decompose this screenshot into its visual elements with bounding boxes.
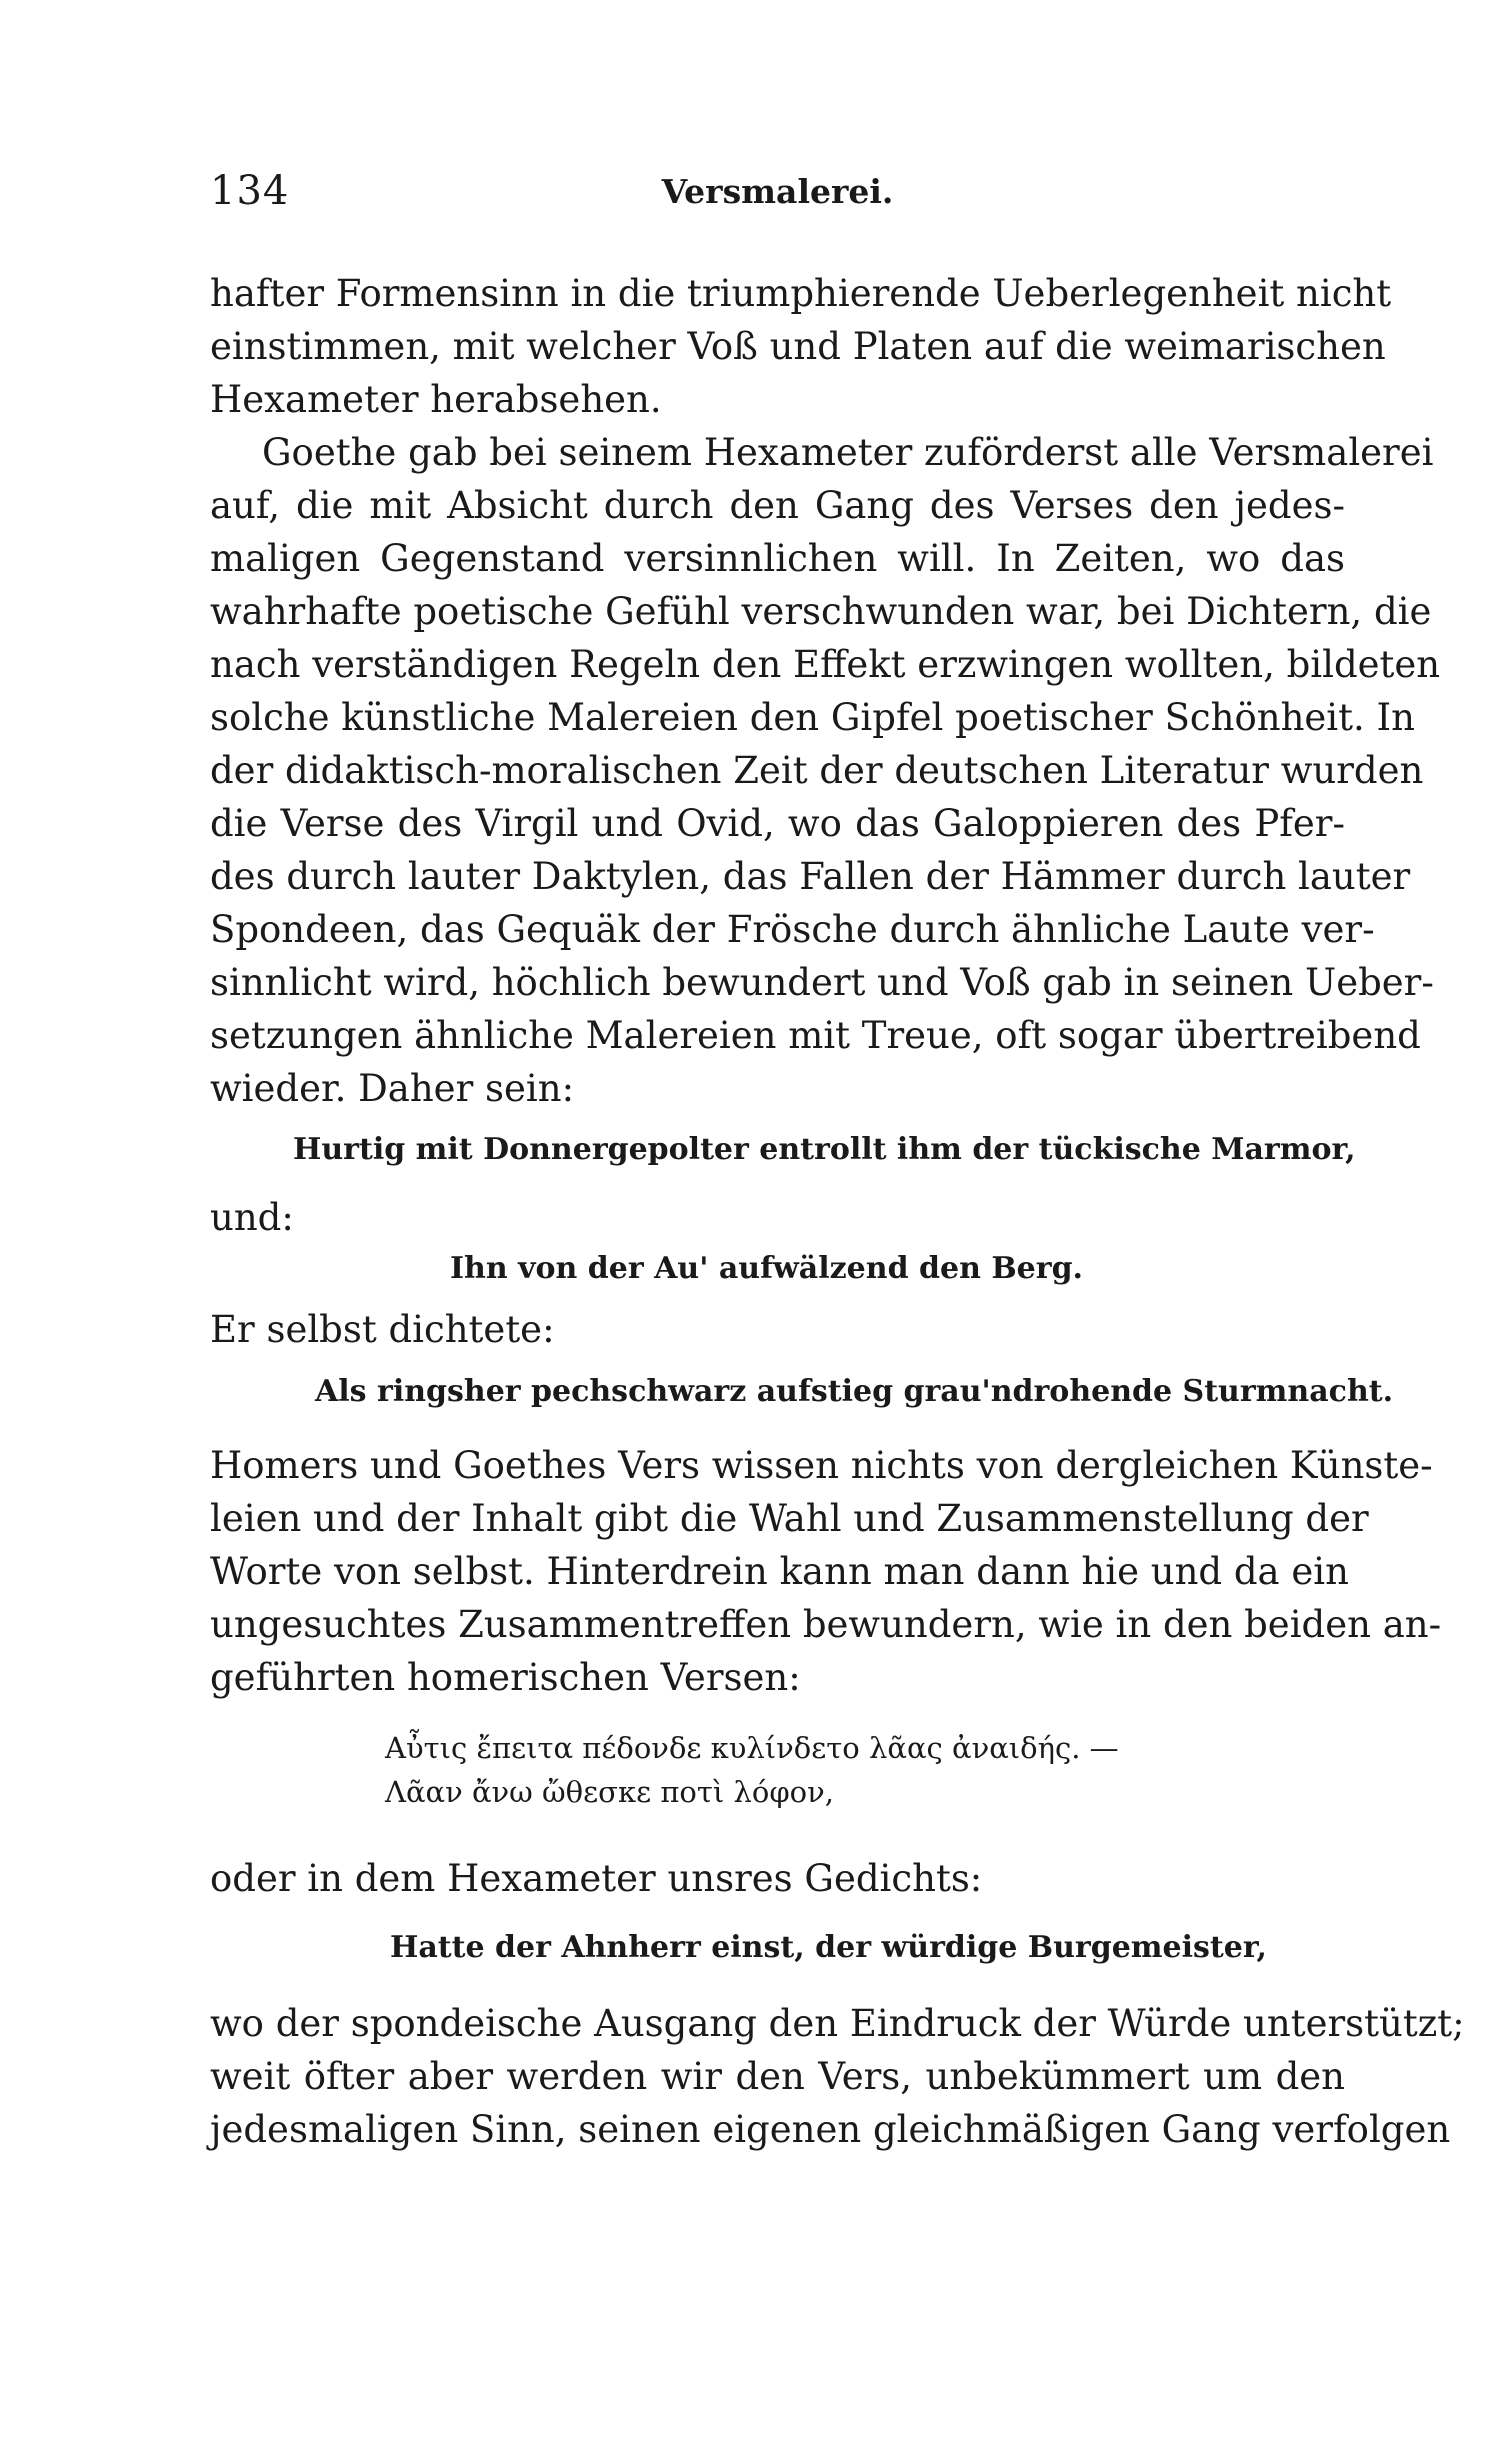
greek-verse: Λᾶαν ἄνω ὤθεσκε ποτὶ λόφον,: [385, 1775, 834, 1809]
text-line: Hexameter herabsehen.: [210, 378, 662, 421]
text-line: nach verständigen Regeln den Effekt erzwingen wollten, bildeten: [210, 643, 1441, 686]
text-line: Spondeen, das Gequäk der Frösche durch ähnliche Laute ver-: [210, 908, 1375, 951]
text-line: Homers und Goethes Vers wissen nichts von dergleichen Künste-: [210, 1444, 1433, 1487]
text-line: und:: [210, 1196, 294, 1239]
text-line: leien und der Inhalt gibt die Wahl und Zusammenstellung der: [210, 1497, 1369, 1540]
text-line: sinnlicht wird, höchlich bewundert und Voß gab in seinen Ueber-: [210, 961, 1434, 1004]
text-line: Goethe gab bei seinem Hexameter zuförderst alle Versmalerei: [262, 431, 1434, 474]
verse-quote: Ihn von der Au' aufwälzend den Berg.: [450, 1251, 1083, 1286]
text-line: geführten homerischen Versen:: [210, 1656, 801, 1699]
text-line: auf, die mit Absicht durch den Gang des Verses den jedes-: [210, 484, 1345, 527]
text-line: ungesuchtes Zusammentreffen bewundern, wie in den beiden an-: [210, 1603, 1442, 1646]
text-line: die Verse des Virgil und Ovid, wo das Galoppieren des Pfer-: [210, 802, 1345, 845]
text-line: hafter Formensinn in die triumphierende Ueberlegenheit nicht: [210, 272, 1392, 315]
greek-verse: Αὖτις ἔπειτα πέδονδε κυλίνδετο λᾶας ἀναιδής. —: [385, 1731, 1119, 1765]
text-line: des durch lauter Daktylen, das Fallen der Hämmer durch lauter: [210, 855, 1411, 898]
verse-quote: Hurtig mit Donnergepolter entrollt ihm der tückische Marmor,: [293, 1132, 1356, 1167]
text-line: der didaktisch-moralischen Zeit der deutschen Literatur wurden: [210, 749, 1424, 792]
text-line: jedesmaligen Sinn, seinen eigenen gleichmäßigen Gang verfolgen: [210, 2108, 1451, 2151]
text-line: wahrhafte poetische Gefühl verschwunden war, bei Dichtern, die: [210, 590, 1432, 633]
text-line: Worte von selbst. Hinterdrein kann man dann hie und da ein: [210, 1550, 1349, 1593]
text-line: wieder. Daher sein:: [210, 1067, 575, 1110]
text-line: oder in dem Hexameter unsres Gedichts:: [210, 1857, 983, 1900]
verse-quote: Hatte der Ahnherr einst, der würdige Burgemeister,: [390, 1930, 1267, 1965]
text-line: einstimmen, mit welcher Voß und Platen auf die weimarischen: [210, 325, 1386, 368]
text-line: maligen Gegenstand versinnlichen will. In Zeiten, wo das: [210, 537, 1345, 580]
verse-quote: Als ringsher pechschwarz aufstieg grau'ndrohende Sturmnacht.: [315, 1374, 1394, 1409]
running-head: Versmalerei.: [661, 172, 894, 211]
page-header: [210, 168, 1345, 228]
text-line: wo der spondeische Ausgang den Eindruck der Würde unterstützt;: [210, 2002, 1465, 2045]
text-line: solche künstliche Malereien den Gipfel poetischer Schönheit. In: [210, 696, 1415, 739]
text-line: Er selbst dichtete:: [210, 1308, 555, 1351]
text-line: setzungen ähnliche Malereien mit Treue, oft sogar übertreibend: [210, 1014, 1421, 1057]
text-line: weit öfter aber werden wir den Vers, unbekümmert um den: [210, 2055, 1345, 2098]
page-number: 134: [210, 168, 290, 214]
